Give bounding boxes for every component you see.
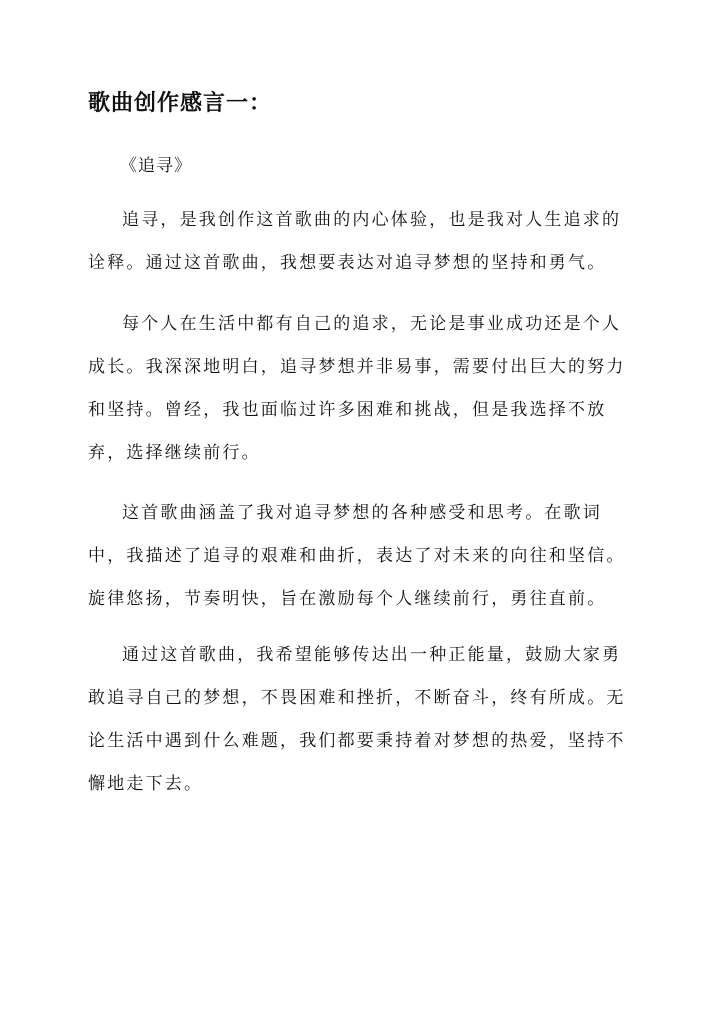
paragraph-4: 通过这首歌曲，我希望能够传达出一种正能量，鼓励大家勇敢追寻自己的梦想，不畏困难和挫折，不断奋斗，终有所成。无论生活中遇到什么难题，我们都要秉持着对梦想的热爱，坚持不懈地走下去。	[88, 645, 626, 794]
document-title: 歌曲创作感言一：	[88, 90, 273, 116]
paragraph-3: 这首歌曲涵盖了我对追寻梦想的各种感受和思考。在歌词中，我描述了追寻的艰难和曲折，表达了对未来的向往和坚信。旋律悠扬，节奏明快，旨在激励每个人继续前行，勇往直前。	[88, 503, 626, 609]
paragraph-1: 追寻，是我创作这首歌曲的内心体验，也是我对人生追求的诠释。通过这首歌曲，我想要表达对追寻梦想的坚持和勇气。	[88, 210, 622, 273]
song-title: 《追寻》	[120, 156, 192, 176]
paragraph-2: 每个人在生活中都有自己的追求，无论是事业成功还是个人成长。我深深地明白，追寻梦想并非易事，需要付出巨大的努力和坚持。曾经，我也面临过许多困难和挑战，但是我选择不放弃，选择继续前行。	[88, 314, 626, 463]
